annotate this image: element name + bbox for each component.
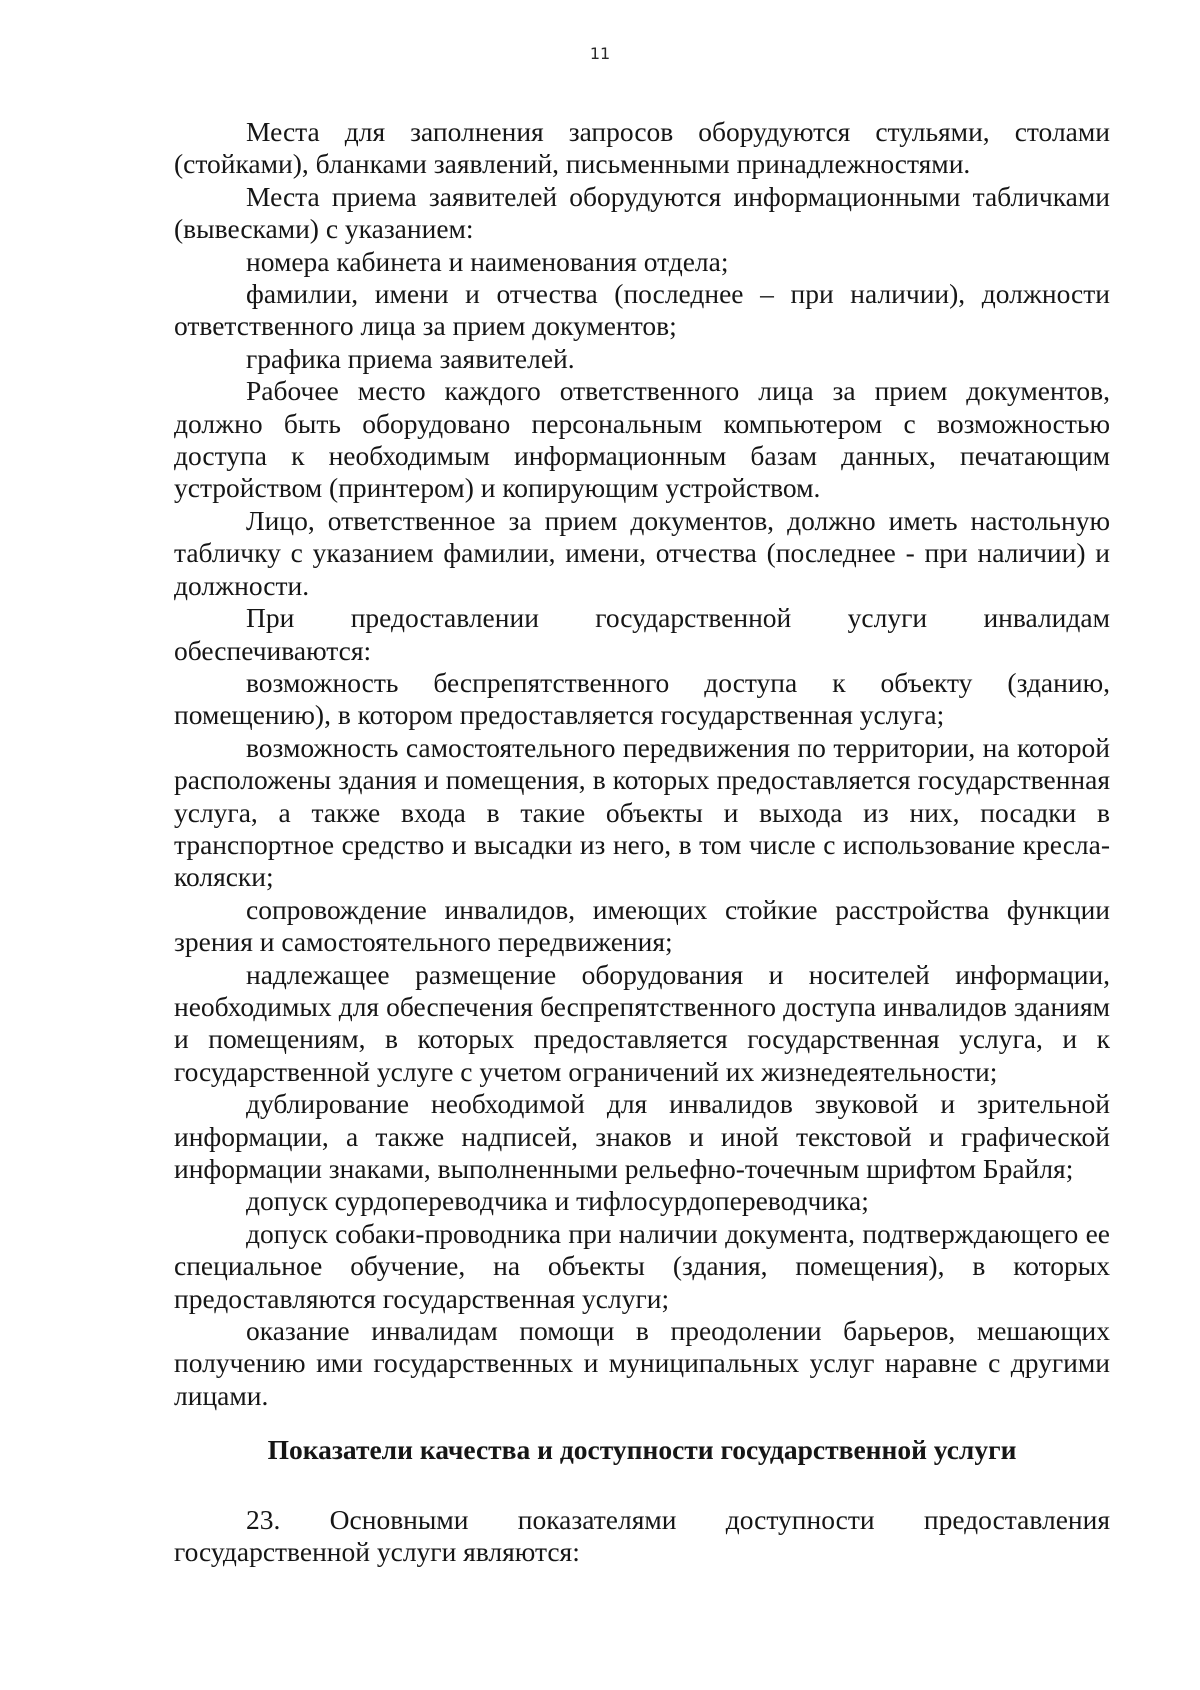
list-item-equipment-placement: надлежащее размещение оборудования и носителей информации, необходимых для обеспечения беспрепятственного доступа инвалидов зданиям и помещениям, в которых предоставляется государственная услуга, и к государственной услуге с учетом ограничений их жизнедеятельности; (174, 958, 1110, 1087)
list-item-escort: сопровождение инвалидов, имеющих стойкие расстройства функции зрения и самостоятельного передвижения; (174, 893, 1110, 958)
list-item-schedule: графика приема заявителей. (246, 342, 575, 374)
paragraph-nameplate: Лицо, ответственное за прием документов, должно иметь настольную табличку с указанием фамилии, имени, отчества (последнее - при наличии) и должности. (174, 504, 1110, 601)
numbered-paragraph-23 (174, 1504, 1110, 1569)
body-text (174, 116, 1110, 1412)
paragraph-workplaces: Места для заполнения запросов оборудуются стульями, столами (стойками), бланками заявлений, письменными принадлежностями. (174, 116, 1110, 180)
paragraph-23-text: Основными показателями доступности предоставления государственной услуги являются: (174, 1504, 1110, 1568)
list-item-access-to-building: возможность беспрепятственного доступа к объекту (зданию, помещению), в котором предоставляется государственная услуга; (174, 666, 1110, 731)
section-body (174, 1504, 1110, 1569)
paragraph-workstation: Рабочее место каждого ответственного лица за прием документов, должно быть оборудовано персональным компьютером с возможностью доступа к необходимым информационным базам данных, печатающим устройством (принтером) и копирующим устройством. (174, 375, 1110, 504)
paragraph-disability-provisions: При предоставлении государственной услуги инвалидам обеспечиваются: (174, 602, 1110, 666)
list-item-barrier-assistance: оказание инвалидам помощи в преодолении барьеров, мешающих получению ими государственных и муниципальных услуг наравне с другими лицами. (174, 1315, 1110, 1411)
section-heading: Показатели качества и доступности государственной услуги (267, 1434, 1017, 1465)
paragraph-reception-signs: Места приема заявителей оборудуются информационными табличками (вывесками) с указанием: (174, 180, 1110, 245)
list-item-movement: возможность самостоятельного передвижения по территории, на которой расположены здания и помещения, в которых предоставляется государственная услуга, а также входа в такие объекты и выхода из них, посадки в транспортное средство и высадки из него, в том числе с использование кресла-коляски; (174, 731, 1110, 893)
list-item-office-number: номера кабинета и наименования отдела; (246, 245, 729, 277)
list-item-sign-interpreter: допуск сурдопереводчика и тифлосурдопереводчика; (246, 1185, 869, 1217)
list-item-braille: дублирование необходимой для инвалидов звуковой и зрительной информации, а также надписей, знаков и иной текстовой и графической информации знаками, выполненными рельефно-точечным шрифтом Брайля; (174, 1088, 1110, 1184)
list-item-guide-dog: допуск собаки-проводника при наличии документа, подтверждающего ее специальное обучение, на объекты (здания, помещения), в которых предоставляются государственная услуги; (174, 1217, 1110, 1314)
paragraph-number: 23. (246, 1504, 281, 1535)
page-number: 11 (589, 44, 611, 63)
list-item-responsible-person: фамилии, имени и отчества (последнее – при наличии), должности ответственного лица за прием документов; (174, 278, 1110, 342)
